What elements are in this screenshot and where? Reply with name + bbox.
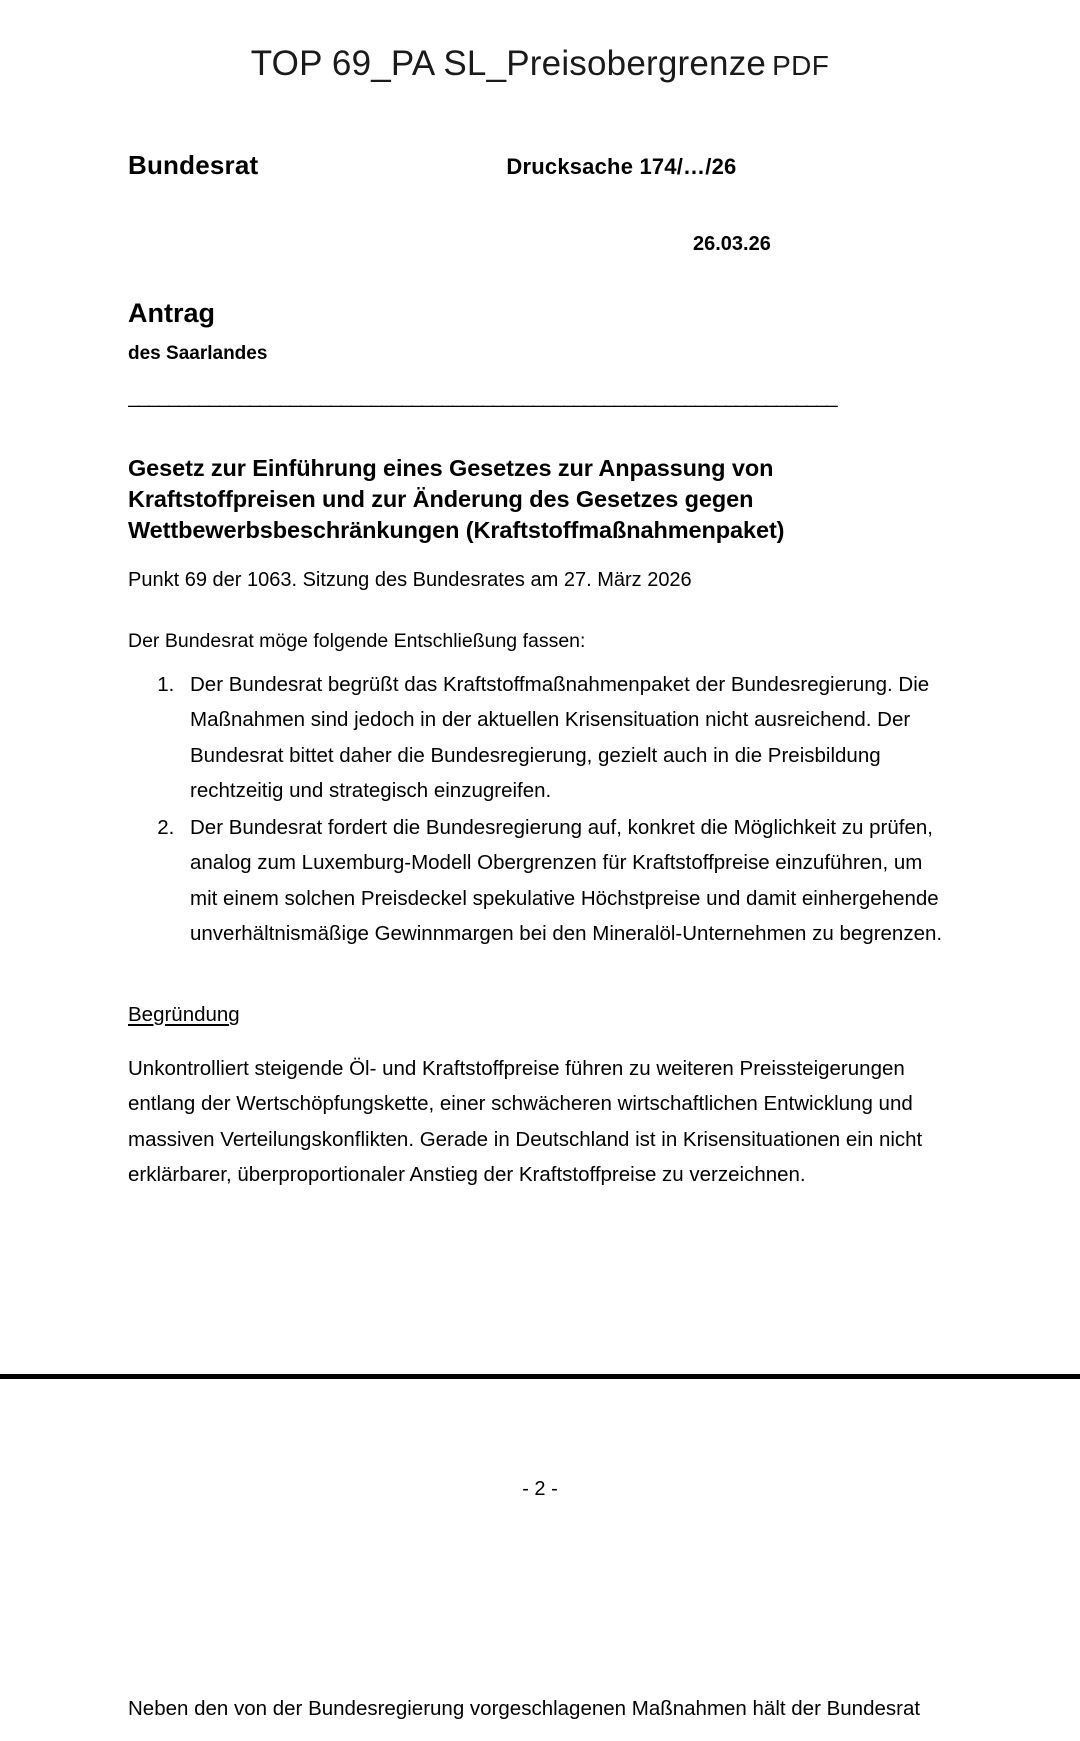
horizontal-divider: ______________________________________________________________________ xyxy=(128,387,837,407)
session-line: Punkt 69 der 1063. Sitzung des Bundesrates am 27. März 2026 xyxy=(128,569,692,592)
reasoning-heading: Begründung xyxy=(128,1003,240,1027)
next-page-excerpt: Neben den von der Bundesregierung vorgeschlagenen Maßnahmen hält der Bundesrat xyxy=(128,1697,921,1720)
law-title: Gesetz zur Einführung eines Gesetzes zur Anpassung von Kraftstoffpreisen und zur Änderung des Gesetzes gegen Wettbewerbsbeschränkungen (Kraftstoffmaßnahmenpaket) xyxy=(128,455,785,544)
document-header xyxy=(128,150,952,181)
resolution-intro: Der Bundesrat möge folgende Entschließung fassen: xyxy=(128,630,586,653)
page-title-text: TOP 69_PA SL_Preisobergrenze xyxy=(250,44,767,83)
document-date: 26.03.26 xyxy=(693,233,771,255)
document-type-heading: Antrag xyxy=(128,298,215,328)
document-body xyxy=(128,150,952,1192)
file-type-tag: PDF xyxy=(772,50,830,81)
list-item: 2. Der Bundesrat fordert die Bundesregierung auf, konkret die Möglichkeit zu prüfen, analog zum Luxemburg-Modell Obergrenzen für Kraftstoffpreise einzuführen, um mit einem solchen Preisdeckel spekulative Höchstpreise und damit einhergehende unverhältnismäßige Gewinnmargen bei den Mineralöl-Unternehmen zu begrenzen. xyxy=(180,810,952,951)
page-number: - 2 - xyxy=(522,1478,558,1500)
page-break-divider xyxy=(0,1374,1080,1379)
list-item: 1. Der Bundesrat begrüßt das Kraftstoffmaßnahmenpaket der Bundesregierung. Die Maßnahmen sind jedoch in der aktuellen Krisensituation nicht ausreichend. Der Bundesrat bittet daher die Bundesregierung, gezielt auch in die Preisbildung rechtzeitig und strategisch einzugreifen. xyxy=(180,667,952,808)
organization-name: Bundesrat xyxy=(128,150,259,180)
page-title xyxy=(0,44,1080,84)
document-submitter: des Saarlandes xyxy=(128,343,268,364)
reasoning-text: Unkontrolliert steigende Öl- und Kraftstoffpreise führen zu weiteren Preissteigerungen entlang der Wertschöpfungskette, einer schwächeren wirtschaftlichen Entwicklung und massiven Verteilungskonflikten. Gerade in Deutschland ist in Krisensituationen ein nicht erklärbarer, überproportionaler Anstieg der Kraftstoffpreise zu verzeichnen. xyxy=(128,1057,923,1186)
resolution-list xyxy=(128,667,952,951)
drucksache-number: Drucksache 174/…/26 xyxy=(506,154,737,179)
